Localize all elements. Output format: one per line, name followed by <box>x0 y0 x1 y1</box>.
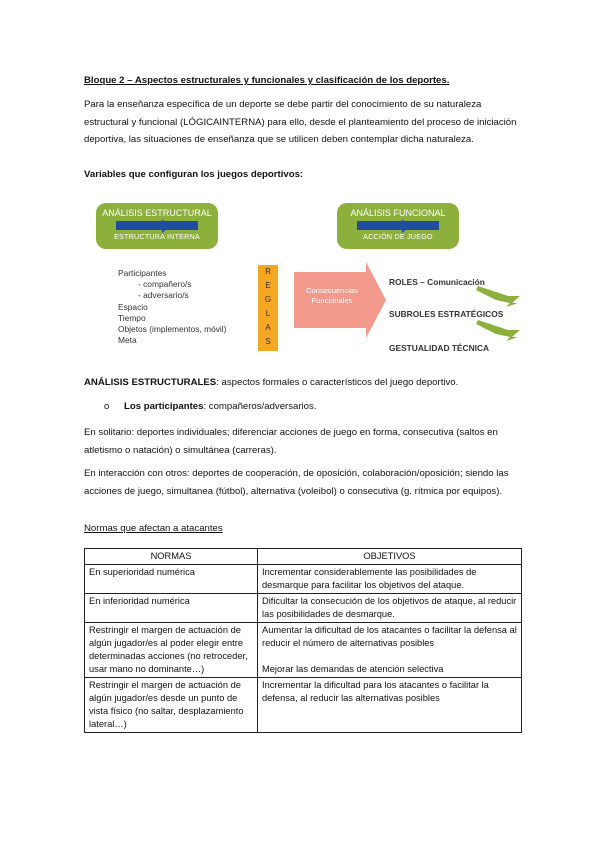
table-cell: Restringir el margen de actuación de algún jugador/es desde un punto de vista físico (no saltar, desplazamiento lateral…) <box>85 678 258 733</box>
table-cell: Restringir el margen de actuación de algún jugador/es al poder elegir entre determinadas acciones (no retroceder, usar mano no dominante…) <box>85 623 258 678</box>
table-row <box>85 623 522 678</box>
interaccion-paragraph: En interacción con otros: deportes de cooperación, de oposición, colaboración/oposición; siendo las acciones de juego, simultanea (fútbol), alternativa (voleibol) o consecutiva (g. rítmica por equipos). <box>84 468 509 497</box>
table-cell: Incrementar considerablemente las posibilidades de desmarque para facilitar los objetivos del ataque. <box>258 565 522 594</box>
structural-subtitle: ESTRUCTURA INTERNA <box>114 232 200 241</box>
analisis-bold: ANÁLISIS ESTRUCTURALES <box>84 377 217 388</box>
list-item: Espacio <box>118 301 148 312</box>
table-cell: En superioridad numérica <box>85 565 258 594</box>
reglas-letter: L <box>265 309 271 318</box>
table-row <box>85 565 522 594</box>
structural-arrow-icon <box>150 219 170 233</box>
green-arrow-1-icon <box>476 286 520 307</box>
table-header: OBJETIVOS <box>258 549 522 565</box>
solitario-paragraph: En solitario: deportes individuales; diferenciar acciones de juego en forma, consecutiva (saltos en atletismo o natación) o simultánea (carreras). <box>84 427 498 456</box>
functional-title: ANÁLISIS FUNCIONAL <box>350 208 446 218</box>
table-cell <box>258 623 522 678</box>
table-header-row <box>85 549 522 565</box>
bullet-bold: Los participantes <box>124 401 204 412</box>
normas-heading: Normas que afectan a atacantes <box>84 523 223 534</box>
variables-heading: Variables que configuran los juegos deportivos: <box>84 169 304 180</box>
roles-label: ROLES – Comunicación <box>389 277 485 287</box>
list-item: - adversario/s <box>138 290 189 301</box>
bullet-marker: o <box>104 401 110 412</box>
list-item: Objetos (implementos, móvil) <box>118 324 227 335</box>
list-item: - compañero/s <box>138 279 192 290</box>
table-cell: En inferioridad numérica <box>85 594 258 623</box>
list-item: Participantes <box>118 268 167 278</box>
table-cell: Incrementar la dificultad para los atacantes o facilitar la defensa, al reducir las alternativas posibles <box>258 678 522 733</box>
consecuencias-label: Consecuencias Funcionales <box>306 286 358 305</box>
objetivo-text-2: Mejorar las demandas de atención selectiva <box>262 664 444 674</box>
table-header: NORMAS <box>85 549 258 565</box>
green-arrow-2-icon <box>476 320 520 341</box>
reglas-letter: G <box>264 295 272 304</box>
table-row <box>85 594 522 623</box>
list-item: Tiempo <box>118 312 146 323</box>
objetivo-text: Aumentar la dificultad de los atacantes o facilitar la defensa al reducir el número de alternativas posibles <box>262 625 517 648</box>
reglas-letter: S <box>265 337 271 346</box>
table-cell: Dificultar la consecución de los objetivos de ataque, al reducir las posibilidades de desmarque. <box>258 594 522 623</box>
list-item: Meta <box>118 335 137 346</box>
structural-title: ANÁLISIS ESTRUCTURAL <box>102 208 212 218</box>
section-title: Bloque 2 – Aspectos estructurales y funcionales y clasificación de los deportes. <box>84 75 450 86</box>
analisis-estructurales <box>84 374 458 392</box>
gestualidad-label: GESTUALIDAD TÉCNICA <box>389 343 490 353</box>
functional-subtitle: ACCIÓN DE JUEGO <box>363 232 433 241</box>
bullet-rest: : compañeros/adversarios. <box>203 401 317 412</box>
functional-arrow-icon <box>390 219 410 233</box>
normas-table <box>84 548 522 733</box>
reglas-letter: A <box>265 323 271 332</box>
participantes-bullet <box>104 398 316 416</box>
subroles-label: SUBROLES ESTRATÉGICOS <box>389 309 504 319</box>
intro-paragraph: Para la enseñanza específica de un deporte se debe partir del conocimiento de su naturaleza estructural y funcional (LÓGICAINTERNA) para ello, desde el planteamiento del proceso de iniciación deportiva, las situaciones de enseñanza que se utilicen deben contemplar dicha naturaleza. <box>84 99 517 145</box>
reglas-letter: R <box>265 267 271 276</box>
analisis-rest: : aspectos formales o característicos del juego deportivo. <box>216 377 459 388</box>
table-row <box>85 678 522 733</box>
reglas-letter: E <box>265 281 271 290</box>
